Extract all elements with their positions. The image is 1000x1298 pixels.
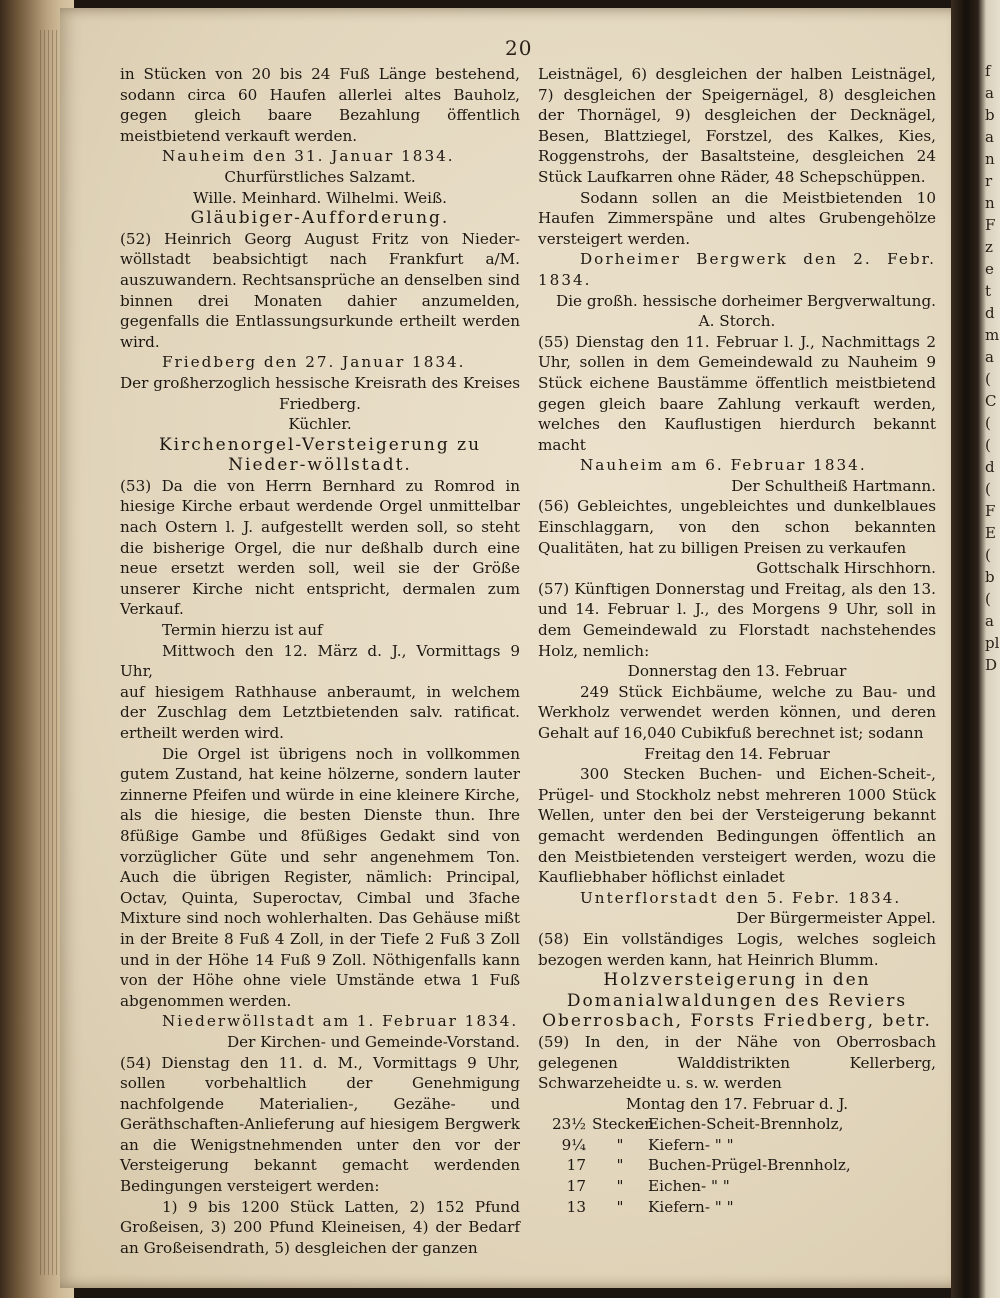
paragraph: Leistnägel, 6) desgleichen der halben Leistnägel, 7) desgleichen der Speigernägel, 8) desgleichen der Thornägel, 9) desgleichen der Decknägel, Besen, Blattziegel, Forstzel, des Kalkes, Kies, Roggenstrohs, der Basaltsteine, desgleichen 24 Stück Laufkarren ohne Räder, 48 Schepschüppen. (538, 65, 936, 186)
table-row (538, 1155, 936, 1176)
right-text-column (538, 64, 936, 1217)
wood-type: Buchen-Prügel-Brennholz, (648, 1156, 851, 1175)
wood-unit: " (616, 1156, 624, 1175)
page-number: 20 (505, 36, 533, 60)
centered-line: Montag den 17. Februar d. J. (625, 1094, 849, 1113)
wood-unit: " (616, 1177, 624, 1196)
table-row (538, 1114, 936, 1135)
wood-type: Eichen-Scheit-Brennholz, (648, 1115, 844, 1134)
centered-line: Donnerstag den 13. Februar (627, 662, 847, 681)
paragraph: auf hiesigem Rathhause anberaumt, in welchem der Zuschlag dem Letztbietenden salv. ratificat. ertheilt werden wird. (120, 682, 520, 742)
margin-fragment: m (985, 326, 1000, 344)
place-date-line: Friedberg den 27. Januar 1834. (162, 353, 466, 372)
paragraph: (52) Heinrich Georg August Fritz von Nieder-wöllstadt beabsichtigt nach Frankfurt a/M. auszuwandern. Rechtsansprüche an denselben sind binnen drei Monaten dahier anzumelden, gegenfalls die Entlassungsurkunde ertheilt werden wird. (120, 229, 520, 351)
centered-line: Freitag den 14. Februar (644, 744, 830, 763)
margin-fragment: n (985, 194, 995, 212)
margin-fragment: a (985, 84, 994, 102)
wood-type: Kiefern- " " (648, 1197, 734, 1216)
signature-line: Gottschalk Hirschhorn. (756, 559, 936, 578)
place-date-line: Niederwöllstadt am 1. Februar 1834. (162, 1012, 519, 1031)
margin-fragment: ( (985, 414, 991, 432)
margin-fragment: d (985, 304, 995, 322)
place-date-line: Nauheim am 6. Februar 1834. (580, 456, 867, 475)
margin-fragment: pl (985, 634, 1000, 652)
wood-unit: Stecken (592, 1115, 654, 1134)
margin-fragment: ( (985, 590, 991, 608)
paragraph: (55) Dienstag den 11. Februar l. J., Nachmittags 2 Uhr, sollen in dem Gemeindewald zu Nauheim 9 Stück eichene Baustämme öffentlich meistbietend gegen gleich baare Zahlung verkauft werden, welches den Kauflustigen hierdurch bekannt macht (538, 332, 936, 454)
wood-quantity: 17 (566, 1156, 586, 1175)
paragraph: in Stücken von 20 bis 24 Fuß Länge bestehend, sodann circa 60 Haufen allerlei altes Bauholz, gegen gleich baare Bezahlung öffentlich meistbietend verkauft werden. (120, 65, 520, 145)
margin-fragment: ( (985, 370, 991, 388)
margin-fragment: f (985, 62, 991, 80)
margin-fragment: a (985, 612, 994, 630)
wood-quantity: 13 (566, 1197, 586, 1216)
paragraph: (58) Ein vollständiges Logis, welches sogleich bezogen werden kann, hat Heinrich Blumm. (538, 929, 936, 969)
margin-fragment: d (985, 458, 995, 476)
wood-quantity: 9¼ (561, 1135, 586, 1154)
wood-quantity: 17 (566, 1177, 586, 1196)
margin-fragment: a (985, 348, 994, 366)
signature-line: Der Schultheiß Hartmann. (731, 476, 936, 495)
margin-fragment: r (985, 172, 993, 190)
section-heading: Gläubiger-Aufforderung. (190, 208, 450, 229)
signature-line: Die großh. hessische dorheimer Bergverwaltung. (556, 291, 936, 310)
paragraph: (53) Da die von Herrn Bernhard zu Romrod in hiesige Kirche erbaut werdende Orgel unmittelbar nach Ostern l. J. aufgestellt werden soll, so steht die bisherige Orgel, die nur deßhalb durch eine neue ersetzt werden soll, weil sie der Größe unserer Kirche nicht entspricht, dermalen zum Verkauf. (120, 476, 520, 619)
centered-line: A. Storch. (698, 312, 776, 331)
paragraph: (57) Künftigen Donnerstag und Freitag, als den 13. und 14. Februar l. J., des Morgens 9 Uhr, soll in dem Gemeindewald zu Florstadt nachstehendes Holz, nemlich: (538, 579, 936, 660)
wood-unit: " (616, 1197, 624, 1216)
indented-paragraph: 249 Stück Eichbäume, welche zu Bau- und Werkholz verwendet werden können, und deren Gehalt auf 16,040 Cubikfuß berechnet ist; sodann (538, 682, 936, 742)
indented-paragraph: Mittwoch den 12. März d. J., Vormittags 9 Uhr, (120, 641, 520, 681)
wood-quantity: 23½ (551, 1115, 586, 1134)
adjacent-page-fragments (985, 60, 1000, 1240)
margin-fragment: b (985, 568, 995, 586)
indented-paragraph: Sodann sollen an die Meistbietenden 10 Haufen Zimmerspäne und altes Grubengehölze versteigert werden. (538, 188, 936, 248)
indented-paragraph: 1) 9 bis 1200 Stück Latten, 2) 152 Pfund Großeisen, 3) 200 Pfund Kleineisen, 4) der Bedarf an Großeisendrath, 5) desgleichen der ganzen (120, 1197, 520, 1257)
place-date-line: Unterflorstadt den 5. Febr. 1834. (580, 888, 902, 907)
indented-paragraph: 300 Stecken Buchen- und Eichen-Scheit-, Prügel- und Stockholz nebst mehreren 1000 Stück Wellen, unter den bei der Versteigerung bekannt gemacht werdenden Bedingungen öffentlich an den Meistbietenden versteigert werden, wozu die Kaufliebhaber höflichst einladet (538, 765, 936, 887)
margin-fragment: D (985, 656, 998, 674)
left-text-column (120, 64, 520, 1258)
margin-fragment: ( (985, 436, 991, 454)
margin-fragment: b (985, 106, 995, 124)
margin-fragment: z (985, 238, 993, 256)
wood-lot-table (538, 1114, 936, 1217)
wood-type: Kiefern- " " (648, 1135, 734, 1154)
margin-fragment: F (985, 502, 996, 520)
paragraph: (56) Gebleichtes, ungebleichtes und dunkelblaues Einschlaggarn, von den schon bekannten Qualitäten, hat zu billigen Preisen zu verkaufen (538, 497, 936, 557)
place-date-line: Dorheimer Bergwerk den 2. Febr. 1834. (538, 250, 936, 289)
section-heading: Kirchenorgel-Versteigerung zu Nieder-wöllstadt. (158, 434, 482, 476)
table-row (538, 1176, 936, 1197)
margin-fragment: e (985, 260, 994, 278)
paragraph: (59) In den, in der Nähe von Oberrosbach gelegenen Walddistrikten Kellerberg, Schwarzeheidte u. s. w. werden (538, 1032, 936, 1093)
margin-fragment: a (985, 128, 994, 146)
wood-unit: " (616, 1135, 624, 1154)
right-column-body (538, 64, 936, 1114)
indented-paragraph: Die Orgel ist übrigens noch in vollkommen gutem Zustand, hat keine hölzerne, sondern lauter zinnerne Pfeifen und würde in eine kleinere Kirche, als die hiesige, die besten Dienste thun. Ihre 8füßige Gambe und 8füßiges Gedakt sind von vorzüglicher Güte und sehr angenehmem Ton. Auch die übrigen Register, nämlich: Principal, Octav, Quinta, Superoctav, Cimbal und 3fache Mixture sind noch wohlerhalten. Das Gehäuse mißt in der Breite 8 Fuß 4 Zoll, in der Tiefe 2 Fuß 3 Zoll und in der Höhe 14 Fuß 9 Zoll. Nöthigenfalls kann von der Höhe ohne viele Umstände etwa 1 Fuß abgenommen werden. (120, 744, 520, 1010)
margin-fragment: ( (985, 480, 991, 498)
signature-line: Der Bürgermeister Appel. (736, 909, 936, 928)
margin-fragment: F (985, 216, 996, 234)
indented-paragraph: Termin hierzu ist auf (162, 621, 323, 640)
centered-line: Churfürstliches Salzamt. (224, 167, 416, 186)
place-date-line: Nauheim den 31. Januar 1834. (162, 147, 455, 166)
margin-fragment: C (985, 392, 997, 410)
margin-fragment: ( (985, 546, 991, 564)
centered-line: Wille. Meinhard. Wilhelmi. Weiß. (193, 188, 447, 207)
paragraph: (54) Dienstag den 11. d. M., Vormittags 9 Uhr, sollen vorbehaltlich der Genehmigung nachfolgende Materialien-, Gezähe- und Geräthschaften-Anlieferung auf hiesigem Bergwerk an die Wenigstnehmenden unter den vor der Versteigerung bekannt gemacht werdenden Bedingungen versteigert werden: (120, 1053, 520, 1196)
margin-fragment: n (985, 150, 995, 168)
wood-type: Eichen- " " (648, 1177, 730, 1196)
section-heading: Holzversteigerung in den Domanialwaldungen des Reviers Oberrosbach, Forsts Friedberg, betr. (542, 970, 932, 1032)
centered-line: Küchler. (288, 415, 352, 434)
table-row (538, 1135, 936, 1156)
signature-line: Der Kirchen- und Gemeinde-Vorstand. (227, 1032, 520, 1051)
table-row (538, 1197, 936, 1218)
margin-fragment: E (985, 524, 996, 542)
centered-line: Der großherzoglich hessische Kreisrath des Kreises Friedberg. (120, 373, 520, 413)
margin-fragment: t (985, 282, 992, 300)
